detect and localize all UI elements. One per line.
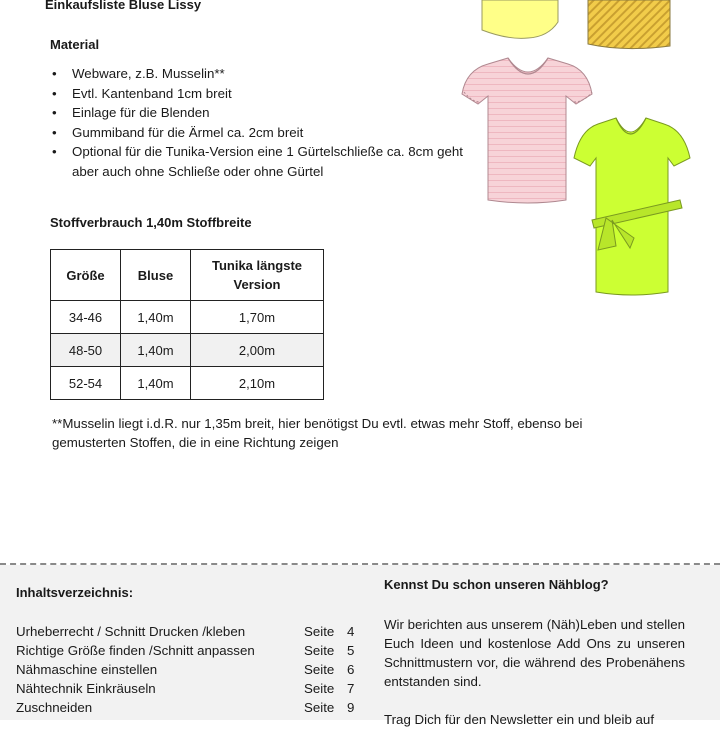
toc-page-word: Seite [304, 643, 335, 658]
toc-page-word: Seite [304, 662, 335, 677]
toc-page-word: Seite [304, 624, 335, 639]
table-header-row [51, 250, 324, 301]
table-header-cell: Größe [51, 250, 121, 301]
table-header-cell: Bluse [121, 250, 191, 301]
material-list [50, 64, 480, 181]
toc-item-title: Nähmaschine einstellen [16, 662, 158, 677]
blog-text: Wir berichten aus unserem (Näh)Leben und stellen Euch Ideen und kostenlose Add Ons zu unseren Schnittmustern vor, die während des Probenähens entstanden sind. [384, 617, 685, 689]
blog-newsletter-text: Trag Dich für den Newsletter ein und bleib auf [384, 712, 655, 727]
document-title: Einkaufsliste Bluse Lissy [45, 0, 202, 12]
toc-item-title: Richtige Größe finden /Schnitt anpassen [16, 643, 255, 658]
table-cell: 2,10m [191, 367, 324, 400]
table-cell: 34-46 [51, 301, 121, 334]
fabric-usage-heading: Stoffverbrauch 1,40m Stoffbreite [50, 215, 252, 230]
toc-page-number: 7 [347, 681, 355, 696]
material-item: • Webware, z.B. Musselin** [50, 64, 480, 84]
toc-item-title: Zuschneiden [16, 700, 93, 715]
toc-heading: Inhaltsverzeichnis: [16, 585, 134, 600]
table-header-text: Tunika längste Version [211, 258, 303, 292]
dashed-divider [0, 563, 720, 565]
table-cell: 1,40m [121, 367, 191, 400]
table-row [51, 334, 324, 367]
material-heading: Material [50, 37, 100, 52]
table-row [51, 367, 324, 400]
fabric-usage-table [50, 249, 324, 400]
lime-tunic-illustration [572, 116, 694, 298]
footnote: **Musselin liegt i.d.R. nur 1,35m breit, hier benötigst Du evtl. etwas mehr Stoff, ebenso bei gemusterten Stoffen, die in eine Richtung zeigen [52, 416, 583, 450]
toc-item-title: Urheberrecht / Schnitt Drucken /kleben [16, 624, 246, 639]
material-item: • Gummiband für die Ärmel ca. 2cm breit [50, 123, 480, 143]
table-cell: 2,00m [191, 334, 324, 367]
toc-page-word: Seite [304, 700, 335, 715]
toc-page-number: 5 [347, 643, 355, 658]
material-item: • Einlage für die Blenden [50, 103, 480, 123]
toc-page-number: 9 [347, 700, 355, 715]
toc-page-number: 6 [347, 662, 355, 677]
toc-page-number: 4 [347, 624, 355, 639]
material-item: • Evtl. Kantenband 1cm breit [50, 84, 480, 104]
table-cell: 48-50 [51, 334, 121, 367]
table-cell: 1,40m [121, 334, 191, 367]
blog-heading: Kennst Du schon unseren Nähblog? [384, 577, 609, 592]
table-header-cell [191, 250, 324, 301]
table-row [51, 301, 324, 334]
yellow-shirt-illustration [478, 0, 570, 40]
material-item: • Optional für die Tunika-Version eine 1 Gürtelschließe ca. 8cm geht aber auch ohne Schließe oder ohne Gürtel [50, 142, 480, 181]
toc-item-title: Nähtechnik Einkräuseln [16, 681, 156, 696]
table-cell: 1,40m [121, 301, 191, 334]
toc-page-word: Seite [304, 681, 335, 696]
table-cell: 1,70m [191, 301, 324, 334]
table-cell: 52-54 [51, 367, 121, 400]
striped-shirt-illustration [584, 0, 674, 52]
